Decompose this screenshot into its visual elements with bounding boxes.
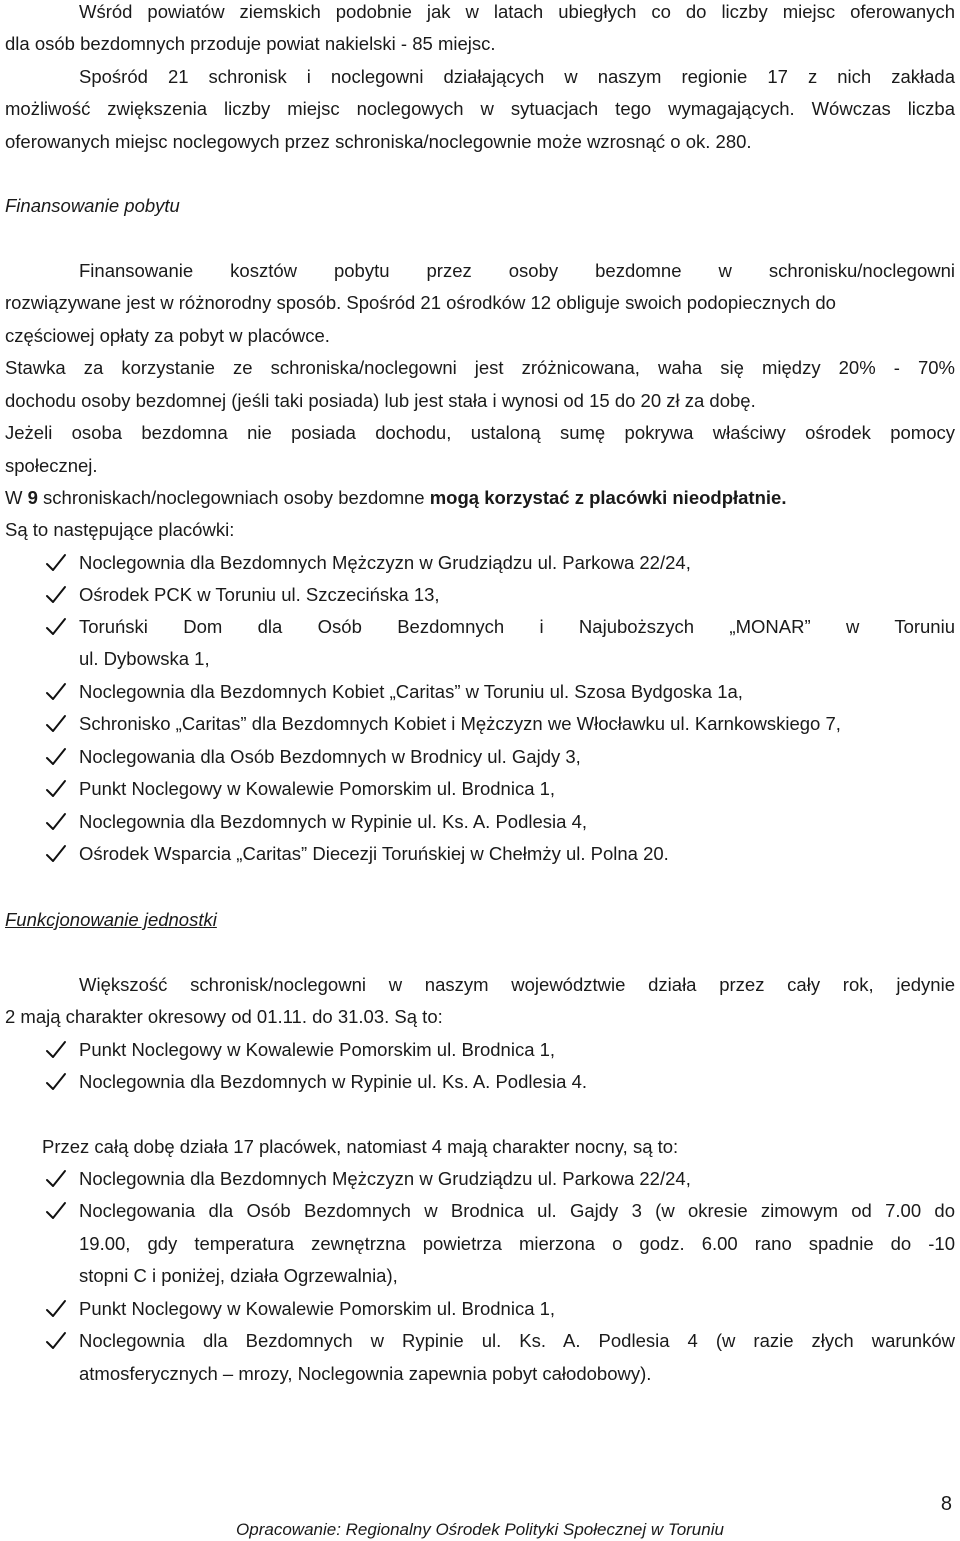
paragraph-line: społecznej. — [5, 455, 98, 476]
paragraph-line: oferowanych miejsc noclegowych przez schroniska/noclegownie może wzrosnąć o ok. 280. — [5, 131, 752, 152]
list-item: Noclegownia dla Bezdomnych w Rypinie ul. Ks. A. Podlesia 4. — [79, 1071, 587, 1092]
paragraph-line: Przez całą dobę działa 17 placówek, natomiast 4 mają charakter nocny, są to: — [42, 1136, 679, 1157]
bold-emphasis: mogą korzystać z placówki nieodpłatnie. — [429, 487, 787, 508]
text-run: schroniskach/noclegowniach osoby bezdomne — [37, 487, 430, 508]
paragraph-line: Wśród powiatów ziemskich podobnie jak w latach ubiegłych co do liczby miejsc oferowanych — [79, 1, 955, 22]
bold-count: 9 — [27, 487, 38, 508]
section-heading: Funkcjonowanie jednostki — [5, 909, 217, 930]
paragraph-line — [5, 487, 955, 509]
text-run: W — [5, 487, 28, 508]
list-item: Noclegowania dla Osób Bezdomnych w Brodnicy ul. Gajdy 3, — [79, 746, 581, 767]
checkmark-icon — [44, 552, 68, 574]
list-item: 19.00, gdy temperatura zewnętrzna powietrza mierzona o godz. 6.00 rano spadnie do -10 — [79, 1233, 955, 1254]
list-item: Ośrodek PCK w Toruniu ul. Szczecińska 13, — [79, 584, 440, 605]
list-item: atmosferycznych – mrozy, Noclegownia zapewnia pobyt całodobowy). — [79, 1363, 652, 1384]
footer-note: Opracowanie: Regionalny Ośrodek Polityki Społecznej w Toruniu — [236, 1520, 724, 1539]
checkmark-icon — [44, 681, 68, 703]
list-item: stopni C i poniżej, działa Ogrzewalnia), — [79, 1265, 398, 1286]
paragraph-line: dochodu osoby bezdomnej (jeśli taki posiada) lub jest stała i wynosi od 15 do 20 zł za dobę. — [5, 390, 756, 411]
list-item: ul. Dybowska 1, — [79, 648, 210, 669]
list-item: Punkt Noclegowy w Kowalewie Pomorskim ul. Brodnica 1, — [79, 778, 556, 799]
list-item: Punkt Noclegowy w Kowalewie Pomorskim ul. Brodnica 1, — [79, 1039, 556, 1060]
list-item: Ośrodek Wsparcia „Caritas” Diecezji Toruńskiej w Chełmży ul. Polna 20. — [79, 843, 669, 864]
paragraph-line: możliwość zwiększenia liczby miejsc noclegowych w sytuacjach tego wymagających. Wówczas liczba — [5, 98, 955, 119]
paragraph-line: Stawka za korzystanie ze schroniska/noclegowni jest zróżnicowana, waha się między 20% - 70% — [5, 357, 955, 378]
paragraph-line: 2 mają charakter okresowy od 01.11. do 31.03. Są to: — [5, 1006, 443, 1027]
paragraph-line: dla osób bezdomnych przoduje powiat nakielski - 85 miejsc. — [5, 33, 496, 54]
list-item: Noclegownia dla Bezdomnych Mężczyzn w Grudziądzu ul. Parkowa 22/24, — [79, 1168, 691, 1189]
checkmark-icon — [44, 778, 68, 800]
checkmark-icon — [44, 1039, 68, 1061]
checkmark-icon — [44, 1200, 68, 1222]
section-heading: Finansowanie pobytu — [5, 195, 180, 216]
list-item: Noclegownia dla Bezdomnych Kobiet „Caritas” w Toruniu ul. Szosa Bydgoska 1a, — [79, 681, 743, 702]
list-item: Toruński Dom dla Osób Bezdomnych i Najuboższych „MONAR” w Toruniu — [79, 616, 955, 637]
list-item: Noclegownia dla Bezdomnych w Rypinie ul. Ks. A. Podlesia 4, — [79, 811, 587, 832]
list-item: Noclegownia dla Bezdomnych Mężczyzn w Grudziądzu ul. Parkowa 22/24, — [79, 552, 691, 573]
checkmark-icon — [44, 843, 68, 865]
list-item: Noclegownia dla Bezdomnych w Rypinie ul. Ks. A. Podlesia 4 (w razie złych warunków — [79, 1330, 955, 1351]
paragraph-line: częściowej opłaty za pobyt w placówce. — [5, 325, 330, 346]
checkmark-icon — [44, 1071, 68, 1093]
list-item: Noclegowania dla Osób Bezdomnych w Brodnica ul. Gajdy 3 (w okresie zimowym od 7.00 do — [79, 1200, 955, 1221]
checkmark-icon — [44, 746, 68, 768]
paragraph-line: Większość schronisk/noclegowni w naszym województwie działa przez cały rok, jedynie — [79, 974, 955, 995]
checkmark-icon — [44, 616, 68, 638]
paragraph-line: Finansowanie kosztów pobytu przez osoby bezdomne w schronisku/noclegowni — [79, 260, 955, 281]
list-item: Schronisko „Caritas” dla Bezdomnych Kobiet i Mężczyzn we Włocławku ul. Karnkowskiego 7, — [79, 713, 841, 734]
page-number: 8 — [940, 1493, 952, 1515]
checkmark-icon — [44, 1330, 68, 1352]
list-item: Punkt Noclegowy w Kowalewie Pomorskim ul. Brodnica 1, — [79, 1298, 556, 1319]
checkmark-icon — [44, 1298, 68, 1320]
checkmark-icon — [44, 713, 68, 735]
paragraph-line: Spośród 21 schronisk i noclegowni działających w naszym regionie 17 z nich zakłada — [79, 66, 955, 87]
paragraph-line: Jeżeli osoba bezdomna nie posiada dochodu, ustaloną sumę pokrywa właściwy ośrodek pomocy — [5, 422, 955, 443]
paragraph-line: rozwiązywane jest w różnorodny sposób. Spośród 21 ośrodków 12 obliguje swoich podopiecznych do — [5, 292, 836, 313]
checkmark-icon — [44, 1168, 68, 1190]
checkmark-icon — [44, 584, 68, 606]
checkmark-icon — [44, 811, 68, 833]
paragraph-line: Są to następujące placówki: — [5, 519, 235, 540]
